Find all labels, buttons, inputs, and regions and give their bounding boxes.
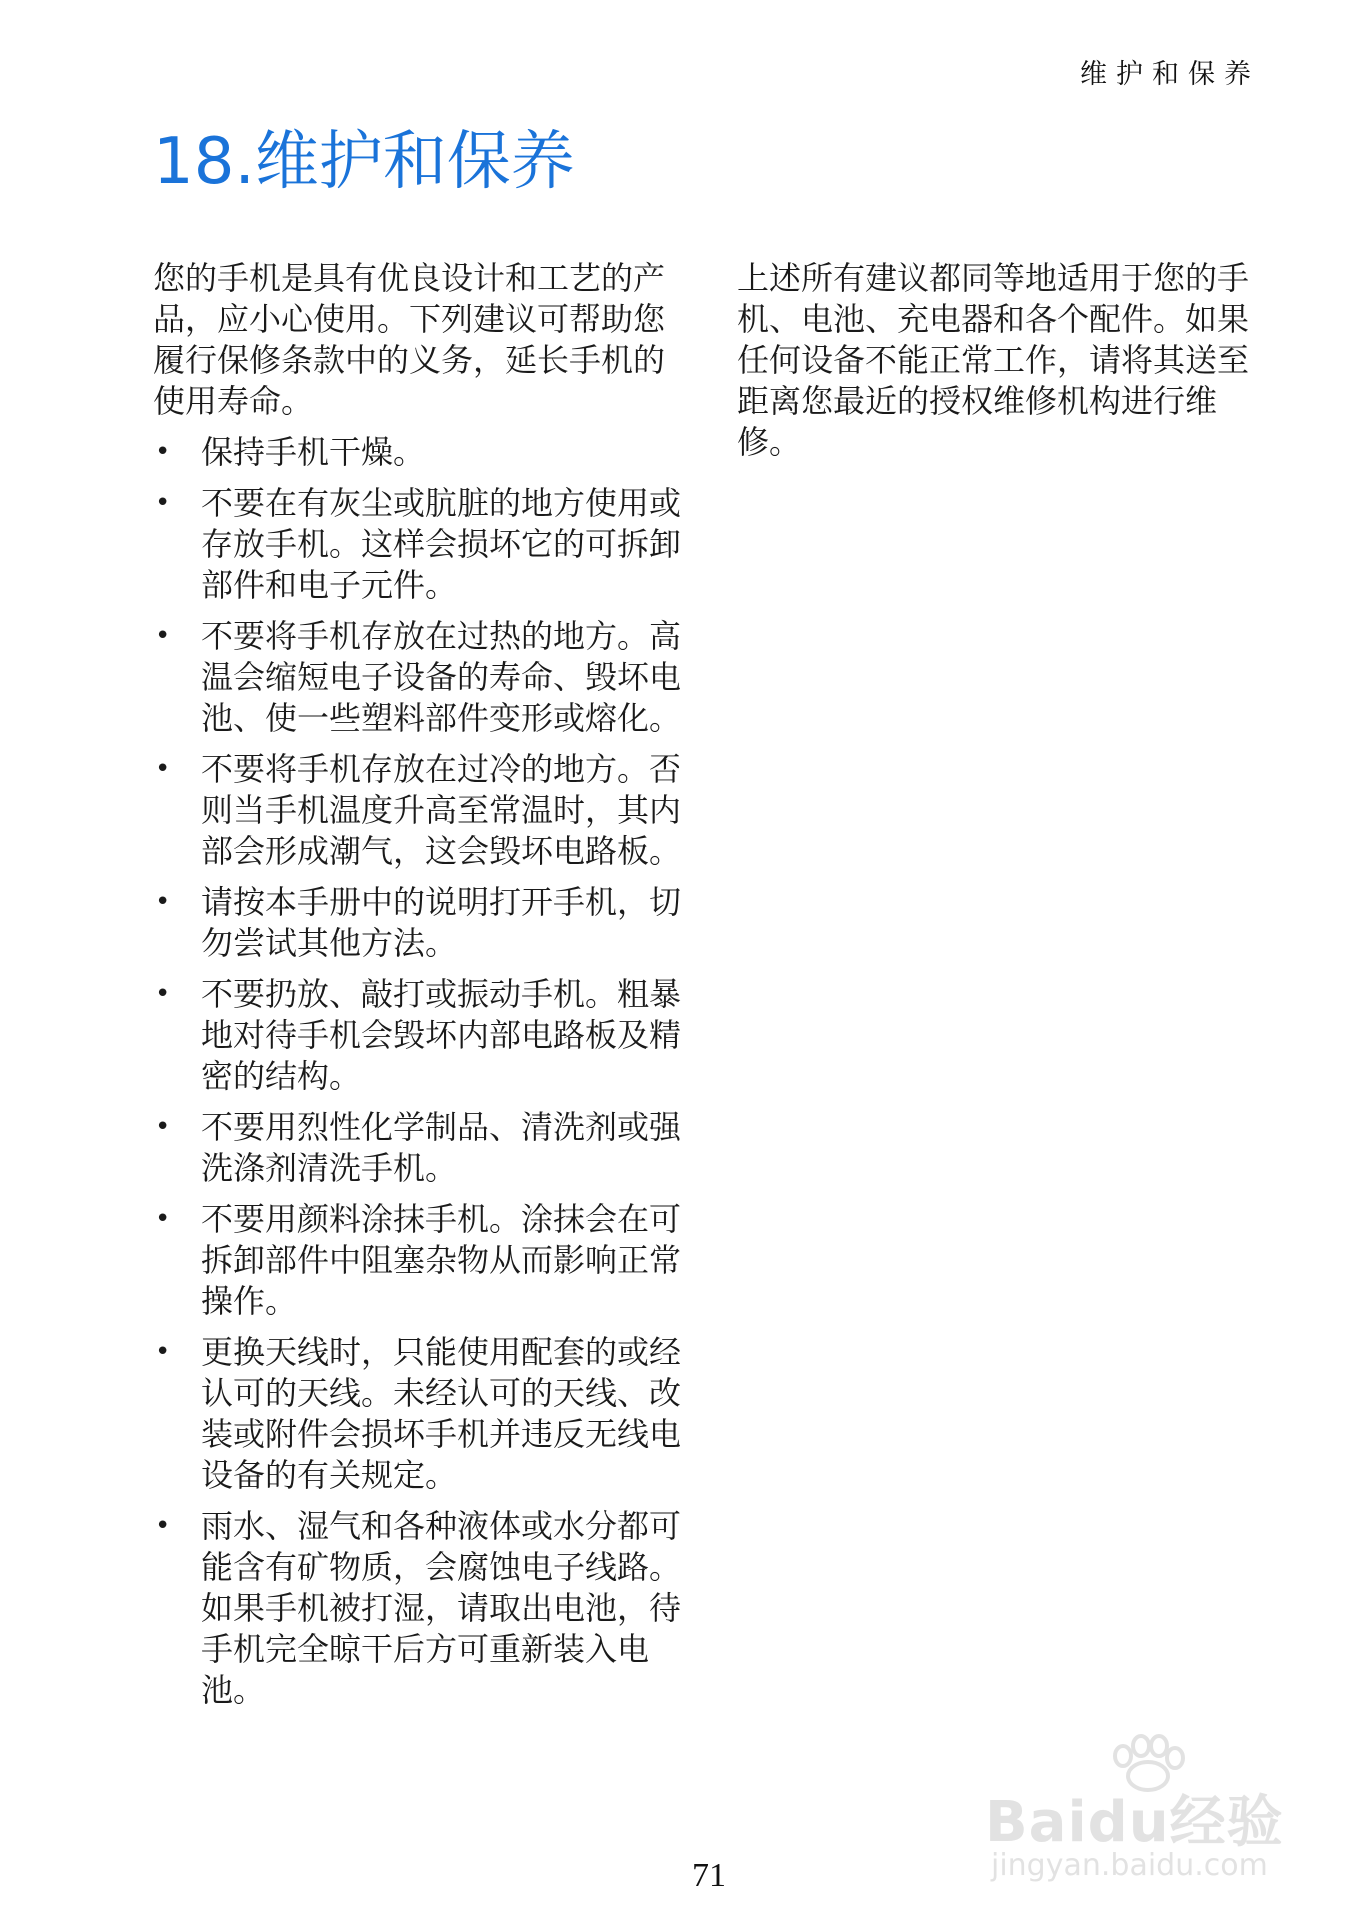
- list-item-text: 保持手机干燥。: [201, 433, 426, 471]
- list-item: [153, 483, 693, 606]
- list-item: [153, 882, 693, 964]
- bullet-icon: •: [155, 979, 171, 1009]
- bullet-icon: •: [155, 488, 171, 518]
- list-item: [153, 1506, 693, 1711]
- list-item-text: 不要用烈性化学制品、清洗剂或强洗涤剂清洗手机。: [201, 1108, 682, 1187]
- list-item-text: 更换天线时，只能使用配套的或经认可的天线。未经认可的天线、改装或附件会损坏手机并违反无线电设备的有关规定。: [201, 1333, 682, 1494]
- list-item-text: 请按本手册中的说明打开手机，切勿尝试其他方法。: [201, 883, 682, 962]
- list-item: [153, 1332, 693, 1496]
- bullet-icon: •: [155, 1337, 171, 1367]
- list-item-text: 雨水、湿气和各种液体或水分都可能含有矿物质，会腐蚀电子线路。如果手机被打湿，请取出电池，待手机完全晾干后方可重新装入电池。: [201, 1507, 682, 1709]
- bullet-icon: •: [155, 437, 171, 467]
- bullet-icon: •: [155, 1511, 171, 1541]
- list-item: [153, 749, 693, 872]
- list-item-text: 不要将手机存放在过热的地方。高温会缩短电子设备的寿命、毁坏电池、使一些塑料部件变形或熔化。: [201, 617, 682, 737]
- list-item: [153, 1107, 693, 1189]
- list-item-text: 不要扔放、敲打或振动手机。粗暴地对待手机会毁坏内部电路板及精密的结构。: [201, 975, 682, 1095]
- list-item: [153, 974, 693, 1097]
- list-item-text: 不要用颜料涂抹手机。涂抹会在可拆卸部件中阻塞杂物从而影响正常操作。: [201, 1200, 682, 1320]
- list-item-text: 不要将手机存放在过冷的地方。否则当手机温度升高至常温时，其内部会形成潮气，这会毁坏电路板。: [201, 750, 682, 870]
- bullet-icon: •: [155, 621, 171, 651]
- watermark-brand: Baidu经验: [985, 1790, 1284, 1855]
- bullet-icon: •: [155, 1204, 171, 1234]
- page-number: 71: [692, 1857, 726, 1894]
- bullet-icon: •: [155, 754, 171, 784]
- chapter-title: 18.维护和保养: [153, 125, 575, 199]
- right-column: [737, 258, 1267, 463]
- list-item: [153, 616, 693, 739]
- left-column: [153, 258, 693, 1721]
- watermark-url: jingyan.baidu.com: [991, 1848, 1268, 1883]
- intro-paragraph: 您的手机是具有优良设计和工艺的产品，应小心使用。下列建议可帮助您履行保修条款中的义务，延长手机的使用寿命。: [153, 259, 666, 420]
- list-item-text: 不要在有灰尘或肮脏的地方使用或存放手机。这样会损坏它的可拆卸部件和电子元件。: [201, 484, 682, 604]
- right-paragraph: 上述所有建议都同等地适用于您的手机、电池、充电器和各个配件。如果任何设备不能正常工作，请将其送至距离您最近的授权维修机构进行维修。: [737, 259, 1250, 461]
- list-item: [153, 1199, 693, 1322]
- bullet-icon: •: [155, 887, 171, 917]
- list-item: [153, 432, 693, 473]
- running-header: 维护和保养: [1080, 59, 1260, 90]
- care-tips-list: [153, 432, 693, 1711]
- bullet-icon: •: [155, 1112, 171, 1142]
